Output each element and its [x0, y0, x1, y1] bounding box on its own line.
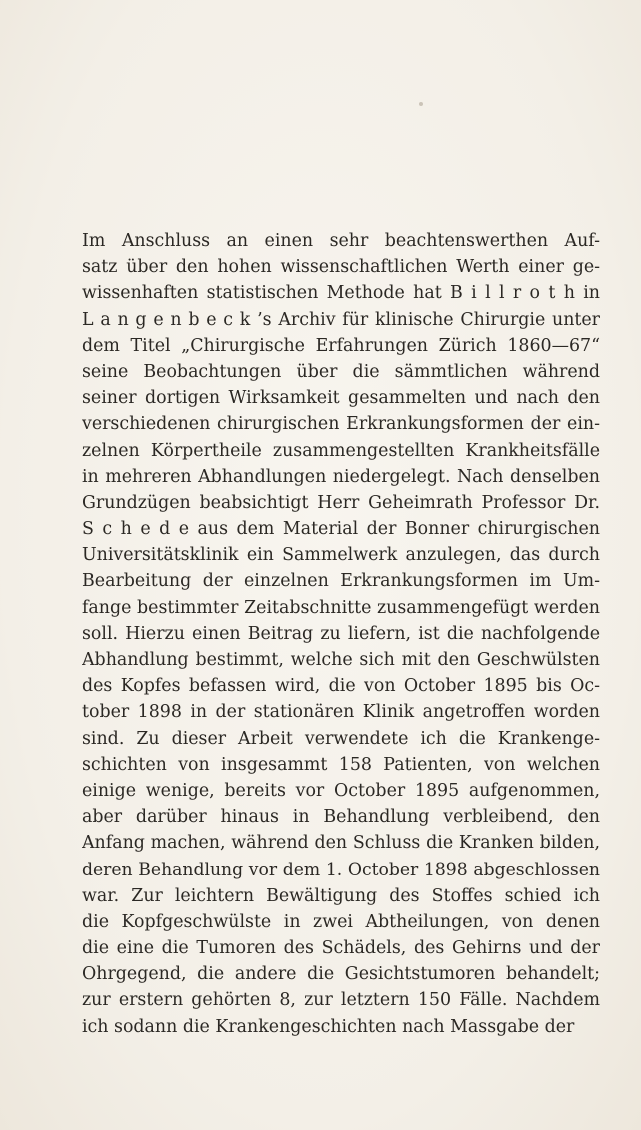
text-line: war. Zur leichtern Bewältigung des Stoffes schied ich — [82, 885, 600, 906]
text-line: die Kopfgeschwülste in zwei Abtheilungen, von denen — [82, 911, 600, 932]
text-line: wissenhaften statistischen Methode hat B i l l r o t h in — [82, 283, 600, 304]
text-line: des Kopfes befassen wird, die von October 1895 bis Oc- — [82, 676, 600, 697]
text-line: Bearbeitung der einzelnen Erkrankungsformen im Um- — [82, 571, 600, 592]
text-line: verschiedenen chirurgischen Erkrankungsformen der ein- — [82, 414, 600, 435]
text-line: einige wenige, bereits vor October 1895 aufgenommen, — [82, 780, 600, 801]
text-line: Grundzügen beabsichtigt Herr Geheimrath Professor Dr. — [82, 492, 600, 513]
text-line: zur erstern gehörten 8, zur letztern 150 Fälle. Nachdem — [82, 990, 600, 1011]
text-line: sind. Zu dieser Arbeit verwendete ich die Krankenge- — [82, 728, 600, 749]
text-line: S c h e d e aus dem Material der Bonner chirurgischen — [82, 519, 600, 540]
text-line: seine Beobachtungen über die sämmtlichen während — [82, 361, 600, 382]
text-line: satz über den hohen wissenschaftlichen Werth einer ge- — [82, 257, 600, 278]
text-line: Ohrgegend, die andere die Gesichtstumoren behandelt; — [82, 964, 600, 985]
paper-speck — [419, 102, 423, 106]
text-line: Abhandlung bestimmt, welche sich mit den Geschwülsten — [82, 650, 600, 670]
text-line: Anfang machen, während den Schluss die Kranken bilden, — [82, 833, 600, 854]
text-line: in mehreren Abhandlungen niedergelegt. Nach denselben — [82, 466, 600, 487]
text-line: zelnen Körpertheile zusammengestellten Krankheitsfälle — [82, 440, 600, 461]
text-line: die eine die Tumoren des Schädels, des Gehirns und der — [82, 938, 600, 959]
text-line: schichten von insgesammt 158 Patienten, von welchen — [82, 754, 600, 775]
text-line: ich sodann die Krankengeschichten nach Massgabe der — [82, 1016, 575, 1037]
text-line: seiner dortigen Wirksamkeit gesammelten und nach den — [82, 388, 600, 409]
text-line: tober 1898 in der stationären Klinik angetroffen worden — [82, 702, 600, 723]
text-line: fange bestimmter Zeitabschnitte zusammengefügt werden — [82, 597, 600, 618]
text-line: dem Titel „Chirurgische Erfahrungen Zürich 1860—67“ — [82, 335, 600, 356]
body-text — [82, 228, 600, 1040]
text-line: L a n g e n b e c k ’s Archiv für klinische Chirurgie unter — [82, 309, 600, 330]
text-line: Im Anschluss an einen sehr beachtenswerthen Auf- — [82, 231, 600, 251]
text-line: aber darüber hinaus in Behandlung verbleibend, den — [82, 807, 600, 828]
text-line: deren Behandlung vor dem 1. October 1898 abgeschlossen — [82, 859, 600, 880]
text-line: Universitätsklinik ein Sammelwerk anzulegen, das durch — [82, 545, 600, 566]
text-line: soll. Hierzu einen Beitrag zu liefern, ist die nachfolgende — [82, 623, 600, 644]
